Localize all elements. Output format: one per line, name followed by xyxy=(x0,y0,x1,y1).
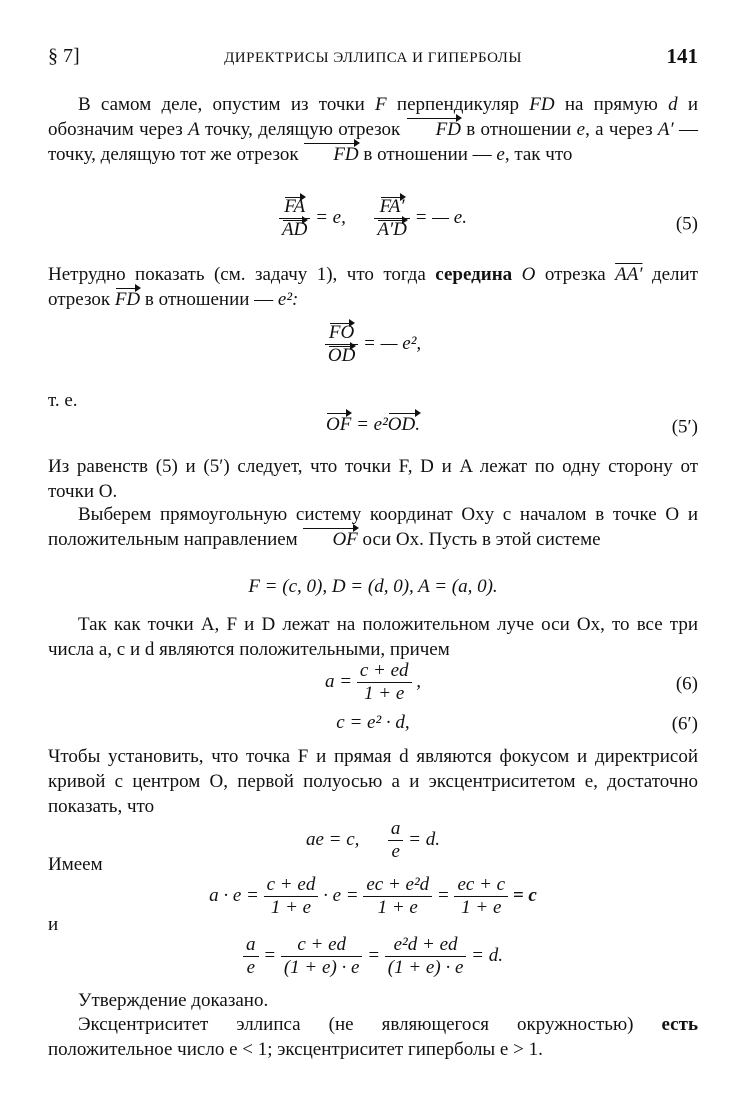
equation-6-prime: c = e² · d, (6′) xyxy=(336,712,698,735)
running-header xyxy=(48,44,698,74)
paragraph-5: Так как точки A, F и D лежат на положительном луче оси Ox, то все три числа a, c и d являются положительными, причем xyxy=(48,614,698,660)
equation-goal: ae = c, $\frac{a}{e}$ = d. xyxy=(305,818,440,862)
paragraph-3: Из равенств (5) и (5′) следует, что точки F, D и A лежат по одну сторону от точки O. xyxy=(48,456,698,502)
equation-number: (5′) xyxy=(671,416,698,438)
equation-number: (6) xyxy=(675,673,698,695)
equation-5: $\frac{FA}{AD}$ = e, $\frac{FA'}{A'D}$ = — e. (5) xyxy=(48,196,698,252)
equation-fo: $\frac{FO}{OD}$ = — e², xyxy=(48,322,698,378)
equation-number: (5) xyxy=(675,213,698,235)
paragraph-6: Чтобы установить, что точка F и прямая d являются фокусом и директрисой кривой с центром O, первой полуосью a и эксцентриситетом e, достаточно показать, что xyxy=(48,746,698,817)
equation-ae: a · e = $\frac{c + ed}{1 + e}$ · e = $\frac{\text{ec + e²d}}{1 + e}$ = $\frac{ec + c}{1 + e}$ = c xyxy=(209,874,537,918)
section-marker: § 7] xyxy=(48,45,80,67)
paragraph-8: Эксцентриситет эллипса (не являющегося окружностью) есть положительное число e < 1; эксцентриситет гиперболы e > 1. xyxy=(48,1014,698,1060)
label-i: и xyxy=(48,914,59,935)
equation-6: a = $\frac{c + ed}{1 + e}$ , (6) xyxy=(324,660,698,704)
paragraph-2: Нетрудно показать (см. задачу 1), что тогда середина O отрезка AA′ делит отрезок FD в отношении — e²: xyxy=(48,264,698,310)
equation-5-prime: OF = e²OD. (5′) xyxy=(326,414,698,438)
paragraph-4: Выберем прямоугольную систему координат Oxy с началом в точке O и положительным направлением OF оси Ox. Пусть в этой системе xyxy=(48,504,698,550)
equation-coords: F = (c, 0), D = (d, 0), A = (a, 0). xyxy=(248,576,498,597)
paragraph-1: В самом деле, опустим из точки F перпендикуляр FD на прямую d и обозначим через A точку, делящую отрезок FD в отношении e, а через A′ — точку, делящую тот же отрезок FD в отношении — e, так что xyxy=(48,94,699,165)
running-title: ДИРЕКТРИСЫ ЭЛЛИПСА И ГИПЕРБОЛЫ xyxy=(224,50,522,66)
page-number: 141 xyxy=(666,44,698,68)
paragraph-7: Утверждение доказано. xyxy=(78,990,269,1011)
label-te: т. е. xyxy=(48,390,78,411)
equation-ad: $\frac{a}{e}$ = $\frac{c + ed}{(1 + e) \cdot e}$ = $\frac{\text{e²d + ed}}{(1 + e) \cdot e}$ = d. xyxy=(48,934,698,982)
equation-number: (6′) xyxy=(671,713,698,735)
label-imeem: Имеем xyxy=(48,854,103,875)
